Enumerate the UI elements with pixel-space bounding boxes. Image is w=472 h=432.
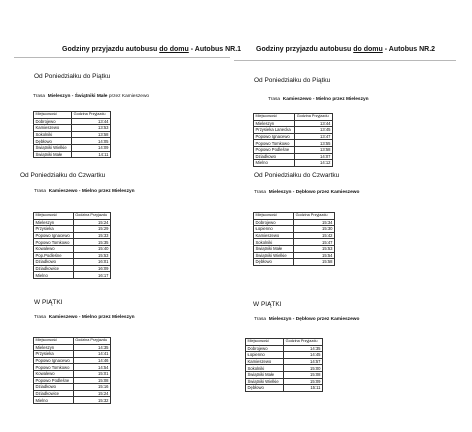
bus1-block3-table bbox=[33, 337, 111, 404]
table-row bbox=[34, 232, 111, 239]
arrival-time: 15:09 bbox=[284, 378, 323, 385]
stop-name: Łopienno bbox=[254, 226, 294, 233]
bus2-block3-table bbox=[245, 338, 323, 392]
table-row bbox=[34, 219, 111, 226]
table-row bbox=[34, 370, 111, 377]
arrival-time: 15:35 bbox=[73, 239, 110, 246]
table-row bbox=[254, 219, 335, 226]
stop-name: Sokolniki bbox=[254, 239, 294, 246]
bus2-block1-route bbox=[268, 97, 369, 102]
stop-name: Dziadkowice bbox=[34, 390, 74, 397]
stop-name: Dębłowo bbox=[34, 138, 72, 145]
arrival-time: 15:54 bbox=[294, 252, 335, 259]
bus1-block2-table bbox=[33, 212, 111, 279]
arrival-time: 15:47 bbox=[294, 239, 335, 246]
bus2-block3-route bbox=[254, 317, 359, 322]
bus2-title-suffix: - Autobus NR.2 bbox=[382, 46, 436, 53]
stop-name: Świątniki Małe bbox=[254, 245, 294, 252]
arrival-time: 15:08 bbox=[284, 371, 323, 378]
table-row bbox=[34, 351, 111, 358]
table-header: Godzina Przyjazdu bbox=[72, 112, 111, 119]
arrival-time: 15:53 bbox=[294, 245, 335, 252]
table-header: Godzina Przyjazdu bbox=[73, 213, 110, 220]
table-row bbox=[254, 160, 333, 167]
stop-name: Popowo Tomkowo bbox=[34, 364, 74, 371]
bus2-block2-table bbox=[253, 212, 335, 266]
table-header: Miejscowość bbox=[254, 213, 294, 220]
table-row bbox=[254, 239, 335, 246]
arrival-time: 16:17 bbox=[73, 272, 110, 279]
table-row bbox=[34, 144, 111, 151]
table-row bbox=[34, 151, 111, 158]
route-via: przez Kamieszewo bbox=[107, 94, 150, 99]
table-row bbox=[254, 153, 333, 160]
stop-name: Kamieszewo bbox=[246, 358, 284, 365]
table-row bbox=[34, 259, 111, 266]
table-row bbox=[34, 357, 111, 364]
stop-name: Mieleszyn bbox=[34, 344, 74, 351]
route-name: Kamieszewo - Mielno przez Mieleszyn bbox=[48, 315, 135, 320]
stop-name: Dziadkowice bbox=[34, 265, 74, 272]
arrival-time: 15:33 bbox=[73, 232, 110, 239]
bus1-block1-table bbox=[33, 111, 111, 158]
bus1-block3-section: W PIĄTKI bbox=[34, 299, 63, 306]
table-header: Miejscowość bbox=[246, 339, 284, 346]
arrival-time: 14:07 bbox=[295, 153, 333, 160]
table-header: Godzina Przyjazdu bbox=[294, 213, 335, 220]
table-row bbox=[34, 364, 111, 371]
bus1-title bbox=[62, 46, 241, 53]
route-label: Trasa bbox=[34, 315, 47, 320]
stop-name: Kamieszewo bbox=[34, 125, 72, 132]
stop-name: Popowo Tomkowo bbox=[34, 239, 74, 246]
arrival-time: 15:16 bbox=[73, 384, 110, 391]
arrival-time: 14:11 bbox=[72, 151, 111, 158]
table-row bbox=[254, 232, 335, 239]
stop-name: Kowalewo bbox=[34, 245, 74, 252]
stop-name: Popowo Ignacewo bbox=[34, 232, 74, 239]
arrival-time: 14:05 bbox=[72, 138, 111, 145]
bus2-title-rule bbox=[234, 60, 456, 61]
table-row bbox=[254, 252, 335, 259]
table-header: Miejscowość bbox=[34, 338, 74, 345]
table-row bbox=[254, 133, 333, 140]
table-row bbox=[34, 377, 111, 384]
table-row bbox=[254, 146, 333, 153]
arrival-time: 15:53 bbox=[73, 252, 110, 259]
arrival-time: 13:58 bbox=[295, 146, 333, 153]
stop-name: Popowo Tomkowo bbox=[254, 140, 295, 147]
arrival-time: 15:24 bbox=[73, 390, 110, 397]
arrival-time: 15:40 bbox=[73, 245, 110, 252]
table-header: Godzina Przyjazdu bbox=[284, 339, 323, 346]
stop-name: Pop.Podleśne bbox=[34, 252, 74, 259]
arrival-time: 15:24 bbox=[73, 219, 110, 226]
table-row bbox=[246, 352, 323, 359]
table-row bbox=[34, 384, 111, 391]
route-label: Trasa bbox=[254, 317, 267, 322]
arrival-time: 14:09 bbox=[72, 144, 111, 151]
table-row bbox=[34, 272, 111, 279]
stop-name: Kowalewo bbox=[34, 370, 74, 377]
table-row bbox=[34, 125, 111, 132]
route-label: Trasa bbox=[34, 189, 47, 194]
stop-name: Sokolniki bbox=[34, 131, 72, 138]
table-row bbox=[34, 131, 111, 138]
arrival-time: 13:53 bbox=[72, 125, 111, 132]
table-row bbox=[34, 397, 111, 404]
bus2-block2-section: Od Poniedziałku do Czwartku bbox=[254, 172, 340, 179]
stop-name: Mielno bbox=[34, 397, 74, 404]
bus1-block1-section: Od Poniedziałku do Piątku bbox=[34, 73, 111, 80]
route-label: Trasa bbox=[254, 190, 267, 195]
bus1-title-suffix: - Autobus NR.1 bbox=[188, 46, 242, 53]
stop-name: Świątniki Wielkie bbox=[246, 378, 284, 385]
arrival-time: 13:45 bbox=[295, 127, 333, 134]
stop-name: Popowo Ignacewo bbox=[34, 357, 74, 364]
bus2-block1-section: Od Poniedziałku do Piątku bbox=[254, 77, 331, 84]
arrival-time: 15:58 bbox=[294, 259, 335, 266]
table-header: Godzina Przyjazdu bbox=[73, 338, 110, 345]
table-row bbox=[34, 239, 111, 246]
stop-name: Świątniki Wielkie bbox=[254, 252, 294, 259]
arrival-time: 16:01 bbox=[73, 259, 110, 266]
route-name: Kamieszewo - Mielno przez Mieleszyn bbox=[48, 189, 135, 194]
bus2-title-underlined: do domu bbox=[353, 46, 383, 53]
stop-name: Dębłowo bbox=[254, 259, 294, 266]
stop-name: Przysieka bbox=[34, 226, 74, 233]
table-row bbox=[254, 226, 335, 233]
arrival-time: 13:44 bbox=[295, 120, 333, 127]
arrival-time: 15:00 bbox=[284, 365, 323, 372]
bus1-title-prefix: Godziny przyjazdu autobusu bbox=[62, 46, 160, 53]
table-header: Godzina Przyjazdu bbox=[295, 114, 333, 121]
bus1-block2-route bbox=[34, 189, 135, 194]
table-row bbox=[246, 365, 323, 372]
bus1-block3-route bbox=[34, 315, 135, 320]
stop-name: Przysieka bbox=[34, 351, 74, 358]
stop-name: Dobrojewo bbox=[254, 219, 294, 226]
table-row bbox=[246, 358, 323, 365]
stop-name: Sokolniki bbox=[246, 365, 284, 372]
arrival-time: 14:35 bbox=[73, 344, 110, 351]
arrival-time: 13:47 bbox=[295, 133, 333, 140]
stop-name: Mielno bbox=[34, 272, 74, 279]
bus1-title-underlined: do domu bbox=[159, 46, 189, 53]
arrival-time: 14:46 bbox=[73, 357, 110, 364]
stop-name: Popowo Podleśne bbox=[34, 377, 74, 384]
route-name: Kamieszewo - Mielno przez Mieleszyn bbox=[282, 97, 369, 102]
arrival-time: 14:57 bbox=[284, 358, 323, 365]
bus2-title bbox=[256, 46, 435, 53]
table-row bbox=[34, 118, 111, 125]
arrival-time: 16:09 bbox=[73, 265, 110, 272]
arrival-time: 15:08 bbox=[73, 377, 110, 384]
stop-name: Przysieka Lanecka bbox=[254, 127, 295, 134]
stop-name: Dębłowo bbox=[246, 385, 284, 392]
arrival-time: 15:32 bbox=[73, 397, 110, 404]
arrival-time: 15:01 bbox=[73, 370, 110, 377]
stop-name: Popowo Podleśne bbox=[254, 146, 295, 153]
table-row bbox=[34, 344, 111, 351]
table-row bbox=[34, 245, 111, 252]
arrival-time: 14:35 bbox=[284, 345, 323, 352]
arrival-time: 15:30 bbox=[294, 226, 335, 233]
arrival-time: 14:41 bbox=[73, 351, 110, 358]
arrival-time: 15:29 bbox=[73, 226, 110, 233]
stop-name: Kamieszewo bbox=[254, 232, 294, 239]
arrival-time: 13:58 bbox=[72, 131, 111, 138]
stop-name: Dobrojewo bbox=[246, 345, 284, 352]
stop-name: Mieleszyn bbox=[254, 120, 295, 127]
table-row bbox=[246, 385, 323, 392]
bus1-block1-route bbox=[33, 94, 149, 99]
route-label: Trasa bbox=[33, 94, 46, 99]
arrival-time: 15:42 bbox=[294, 232, 335, 239]
table-row bbox=[34, 138, 111, 145]
arrival-time: 14:54 bbox=[73, 364, 110, 371]
stop-name: Świątniki Małe bbox=[34, 151, 72, 158]
route-name: Mieleszyn - Dębłowo przez Kamieszewo bbox=[268, 317, 360, 322]
table-row bbox=[34, 252, 111, 259]
table-row bbox=[254, 120, 333, 127]
bus2-block1-table bbox=[253, 113, 333, 167]
table-row bbox=[254, 245, 335, 252]
bus1-title-rule bbox=[14, 57, 230, 58]
arrival-time: 15:34 bbox=[294, 219, 335, 226]
stop-name: Mieleszyn bbox=[34, 219, 74, 226]
stop-name: Łopienno bbox=[246, 352, 284, 359]
bus2-block3-section: W PIĄTKI bbox=[253, 301, 282, 308]
table-row bbox=[246, 378, 323, 385]
stop-name: Dobrojewo bbox=[34, 118, 72, 125]
table-row bbox=[254, 259, 335, 266]
table-row bbox=[246, 345, 323, 352]
stop-name: Dziadkowo bbox=[34, 259, 74, 266]
stop-name: Świątniki Wielkie bbox=[34, 144, 72, 151]
stop-name: Popowo Ignacewo bbox=[254, 133, 295, 140]
arrival-time: 14:12 bbox=[295, 160, 333, 167]
stop-name: Dziadkowo bbox=[254, 153, 295, 160]
table-row bbox=[254, 140, 333, 147]
route-name: Mieleszyn - Świątniki Małe bbox=[47, 94, 108, 99]
stop-name: Świątniki Małe bbox=[246, 371, 284, 378]
table-header: Miejscowość bbox=[34, 112, 72, 119]
arrival-time: 13:55 bbox=[295, 140, 333, 147]
bus2-block2-route bbox=[254, 190, 359, 195]
table-header: Miejscowość bbox=[254, 114, 295, 121]
bus1-block2-section: Od Poniedziałku do Czwartku bbox=[20, 172, 106, 179]
table-row bbox=[34, 265, 111, 272]
arrival-time: 14:45 bbox=[284, 352, 323, 359]
table-header: Miejscowość bbox=[34, 213, 74, 220]
stop-name: Mielno bbox=[254, 160, 295, 167]
table-row bbox=[254, 127, 333, 134]
table-row bbox=[34, 226, 111, 233]
bus2-title-prefix: Godziny przyjazdu autobusu bbox=[256, 46, 354, 53]
route-name: Mieleszyn - Dębłowo przez Kamieszewo bbox=[268, 190, 360, 195]
arrival-time: 13:44 bbox=[72, 118, 111, 125]
route-label: Trasa bbox=[268, 97, 281, 102]
arrival-time: 15:11 bbox=[284, 385, 323, 392]
stop-name: Dziadkowo bbox=[34, 384, 74, 391]
table-row bbox=[246, 371, 323, 378]
table-row bbox=[34, 390, 111, 397]
